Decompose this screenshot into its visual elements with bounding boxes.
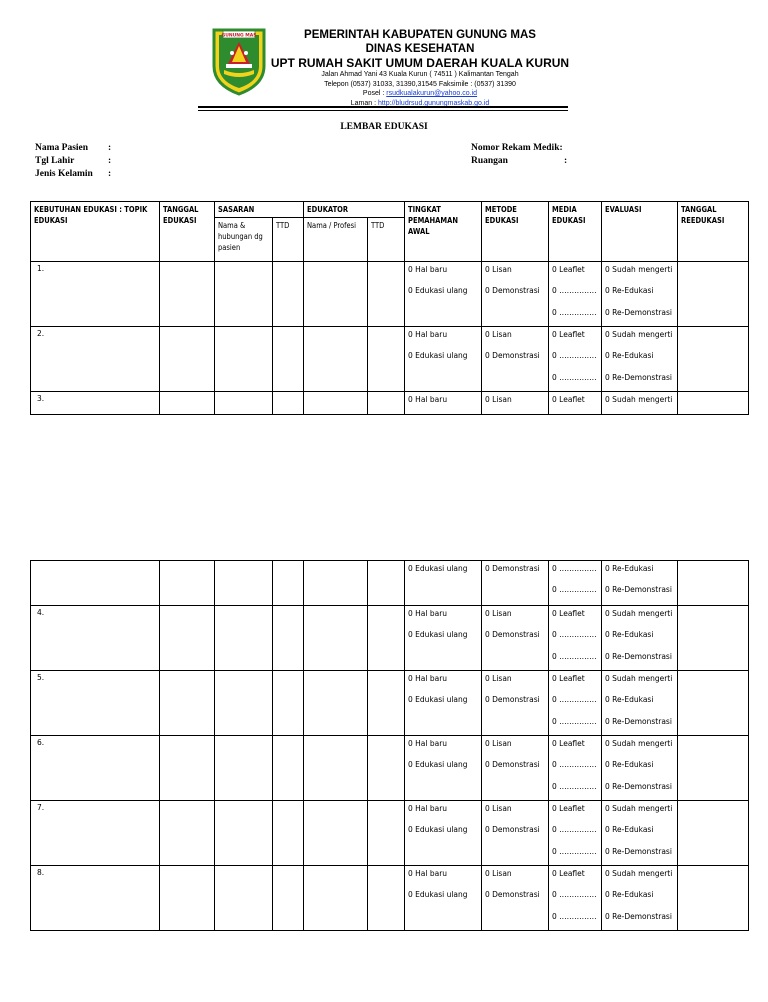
- letterhead-address: Jalan Ahmad Yani 43 Kuala Kurun ( 74511 ) Kalimantan Tengah: [321, 71, 519, 78]
- cell-sasaran-ttd[interactable]: [273, 262, 304, 327]
- cell-evaluasi[interactable]: [602, 801, 678, 866]
- cell-edukator-ttd[interactable]: [368, 801, 405, 866]
- letterhead: [270, 28, 570, 108]
- field-sep: :: [108, 143, 112, 153]
- cell-tingkat-option[interactable]: 0 Hal baru: [408, 674, 448, 683]
- cell-metode-option[interactable]: [482, 909, 548, 930]
- cell-media-option[interactable]: 0 ……………: [552, 564, 597, 573]
- cell-topik[interactable]: 2.: [31, 327, 160, 392]
- cell-sasaran-ttd[interactable]: [273, 327, 304, 392]
- cell-evaluasi-option[interactable]: 0 Re-Edukasi: [605, 630, 654, 640]
- field-label: Nomor Rekam Medik:: [471, 143, 563, 153]
- cell-evaluasi[interactable]: [602, 392, 678, 415]
- cell-media-option[interactable]: 0 Leaflet: [552, 804, 585, 813]
- cell-metode-option[interactable]: [482, 779, 548, 800]
- cell-tingkat[interactable]: [405, 866, 482, 931]
- cell-topik[interactable]: 7.: [31, 801, 160, 866]
- cell-sasaran-ttd[interactable]: [273, 606, 304, 671]
- field-gender[interactable]: [35, 168, 111, 181]
- email-link[interactable]: rsudkualakurun@yahoo.co.id: [386, 90, 478, 97]
- cell-tingkat-option[interactable]: 0 Hal baru: [408, 739, 448, 748]
- cell-media-option[interactable]: 0 ……………: [552, 585, 597, 595]
- table-row: [31, 866, 749, 931]
- cell-reedukasi[interactable]: [678, 262, 749, 327]
- cell-media-option[interactable]: 0 ……………: [552, 760, 597, 770]
- cell-evaluasi-option[interactable]: 0 Re-Edukasi: [605, 564, 654, 573]
- table-body-part2: [31, 561, 749, 931]
- cell-tanggal[interactable]: [160, 671, 215, 736]
- header-topik: KEBUTUHAN EDUKASI : TOPIK EDUKASI: [31, 202, 160, 262]
- field-medical-record-number[interactable]: [471, 142, 567, 155]
- cell-metode-option[interactable]: [482, 582, 548, 603]
- cell-evaluasi-option[interactable]: 0 Re-Edukasi: [605, 286, 654, 296]
- cell-tingkat-option[interactable]: [405, 909, 481, 930]
- table-body-part1: [31, 262, 749, 415]
- cell-metode-option[interactable]: 0 Lisan: [485, 869, 512, 878]
- cell-media-option[interactable]: 0 ……………: [552, 307, 597, 317]
- cell-metode[interactable]: [482, 866, 549, 931]
- cell-media-option[interactable]: 0 ……………: [552, 846, 597, 856]
- cell-media-option[interactable]: 0 Leaflet: [552, 609, 585, 618]
- cell-metode-option[interactable]: 0 Demonstrasi: [485, 695, 540, 705]
- cell-edukator-nama[interactable]: [304, 327, 368, 392]
- cell-reedukasi[interactable]: [678, 801, 749, 866]
- cell-media[interactable]: [549, 736, 602, 801]
- cell-evaluasi-option[interactable]: 0 Re-Edukasi: [605, 825, 654, 835]
- cell-media-option[interactable]: 0 ……………: [552, 651, 597, 661]
- cell-tingkat-option[interactable]: 0 Hal baru: [408, 395, 448, 404]
- field-label: Tgl Lahir: [35, 156, 75, 166]
- field-room[interactable]: [471, 155, 567, 168]
- cell-edukator-ttd[interactable]: [368, 606, 405, 671]
- cell-metode-option[interactable]: 0 Demonstrasi: [485, 890, 540, 900]
- cell-edukator-nama[interactable]: [304, 262, 368, 327]
- header-metode: METODE EDUKASI: [482, 202, 549, 262]
- cell-evaluasi-option[interactable]: 0 Re-Edukasi: [605, 760, 654, 770]
- cell-evaluasi-option[interactable]: 0 Sudah mengerti: [605, 265, 673, 274]
- header-media: MEDIA EDUKASI: [549, 202, 602, 262]
- cell-sasaran-nama[interactable]: [215, 801, 273, 866]
- cell-evaluasi-option[interactable]: 0 Re-Demonstrasi: [605, 372, 672, 382]
- cell-reedukasi[interactable]: [678, 671, 749, 736]
- cell-tingkat-option[interactable]: 0 Edukasi ulang: [408, 630, 468, 640]
- cell-edukator-ttd[interactable]: [368, 866, 405, 931]
- cell-sasaran-nama[interactable]: [215, 671, 273, 736]
- cell-topik[interactable]: 4.: [31, 606, 160, 671]
- field-sep: :: [564, 156, 568, 166]
- cell-evaluasi-option[interactable]: 0 Re-Demonstrasi: [605, 846, 672, 856]
- cell-metode-option[interactable]: [482, 649, 548, 670]
- cell-evaluasi-option[interactable]: 0 Re-Edukasi: [605, 351, 654, 361]
- cell-metode-option[interactable]: 0 Demonstrasi: [485, 286, 540, 296]
- cell-evaluasi-option[interactable]: 0 Sudah mengerti: [605, 804, 673, 813]
- web-link[interactable]: http://bludrsud.gunungmaskab.go.id: [377, 99, 490, 107]
- education-table-part2: [30, 560, 749, 931]
- cell-metode[interactable]: [482, 606, 549, 671]
- cell-sasaran-ttd[interactable]: [273, 392, 304, 415]
- patient-info-left: [35, 142, 111, 181]
- cell-metode-option[interactable]: 0 Lisan: [485, 609, 512, 618]
- cell-sasaran-nama[interactable]: [215, 606, 273, 671]
- cell-sasaran-nama[interactable]: [215, 262, 273, 327]
- field-label: Jenis Kelamin: [35, 169, 93, 179]
- cell-evaluasi-option[interactable]: 0 Sudah mengerti: [605, 739, 673, 748]
- cell-tingkat[interactable]: [405, 327, 482, 392]
- cell-topik[interactable]: 5.: [31, 671, 160, 736]
- cell-reedukasi[interactable]: [678, 866, 749, 931]
- cell-tingkat-option[interactable]: [405, 649, 481, 670]
- cell-media-option[interactable]: 0 Leaflet: [552, 739, 585, 748]
- cell-sasaran-nama[interactable]: [215, 866, 273, 931]
- cell-tingkat[interactable]: [405, 606, 482, 671]
- cell-edukator-nama[interactable]: [304, 392, 368, 415]
- cell-evaluasi-option[interactable]: 0 Sudah mengerti: [605, 395, 673, 404]
- logo-banner-text: GUNUNG MAS: [221, 33, 257, 39]
- cell-media[interactable]: [549, 801, 602, 866]
- cell-media-option[interactable]: 0 ……………: [552, 825, 597, 835]
- form-title: LEMBAR EDUKASI: [340, 122, 428, 132]
- table-row: [31, 606, 749, 671]
- cell-evaluasi[interactable]: [602, 606, 678, 671]
- cell-media[interactable]: [549, 561, 602, 606]
- cell-evaluasi-option[interactable]: 0 Sudah mengerti: [605, 609, 673, 618]
- cell-edukator-ttd[interactable]: [368, 262, 405, 327]
- cell-media-option[interactable]: 0 Leaflet: [552, 265, 585, 274]
- cell-edukator-ttd[interactable]: [368, 671, 405, 736]
- cell-tanggal[interactable]: [160, 866, 215, 931]
- cell-tingkat-option[interactable]: 0 Edukasi ulang: [408, 564, 468, 573]
- cell-media-option[interactable]: 0 ……………: [552, 286, 597, 296]
- gunung-mas-logo: [210, 26, 268, 96]
- table-row: [31, 801, 749, 866]
- web-label: Laman :: [350, 99, 378, 107]
- cell-metode[interactable]: [482, 392, 549, 415]
- cell-tingkat-option[interactable]: 0 Edukasi ulang: [408, 760, 468, 770]
- cell-tanggal[interactable]: [160, 736, 215, 801]
- cell-tingkat-option[interactable]: 0 Edukasi ulang: [408, 825, 468, 835]
- header-edukator: EDUKATOR: [304, 202, 405, 218]
- table-row: [31, 671, 749, 736]
- header-edukator-ttd: TTD: [368, 218, 405, 262]
- header-evaluasi: EVALUASI: [602, 202, 678, 262]
- patient-info-right: [471, 142, 567, 168]
- cell-tingkat-option[interactable]: 0 Hal baru: [408, 330, 448, 339]
- cell-media-option[interactable]: 0 ……………: [552, 890, 597, 900]
- email-label: Posel :: [362, 90, 387, 97]
- cell-edukator-nama[interactable]: [304, 606, 368, 671]
- cell-metode[interactable]: [482, 262, 549, 327]
- cell-metode-option[interactable]: 0 Demonstrasi: [485, 630, 540, 640]
- table-row: [31, 561, 749, 606]
- cell-tingkat[interactable]: [405, 801, 482, 866]
- cell-edukator-nama[interactable]: [304, 866, 368, 931]
- cell-evaluasi-option[interactable]: 0 Re-Edukasi: [605, 890, 654, 900]
- cell-metode-option[interactable]: [482, 714, 548, 735]
- letterhead-department: DINAS KESEHATAN: [365, 43, 475, 55]
- cell-tanggal[interactable]: [160, 801, 215, 866]
- cell-metode-option[interactable]: 0 Demonstrasi: [485, 760, 540, 770]
- header-tanggal: TANGGAL EDUKASI: [160, 202, 215, 262]
- letterhead-email-line: [270, 89, 570, 99]
- cell-tingkat[interactable]: [405, 262, 482, 327]
- cell-metode[interactable]: [482, 671, 549, 736]
- header-sasaran: SASARAN: [215, 202, 304, 218]
- cell-sasaran-nama[interactable]: [215, 327, 273, 392]
- cell-tanggal[interactable]: [160, 561, 215, 606]
- letterhead-government: PEMERINTAH KABUPATEN GUNUNG MAS: [304, 29, 536, 41]
- field-label: Nama Pasien: [35, 143, 89, 153]
- cell-media-option[interactable]: 0 ……………: [552, 716, 597, 726]
- cell-topik[interactable]: 3.: [31, 392, 160, 415]
- cell-reedukasi[interactable]: [678, 606, 749, 671]
- cell-topik[interactable]: 6.: [31, 736, 160, 801]
- cell-tanggal[interactable]: [160, 606, 215, 671]
- education-table-part1: [30, 201, 749, 415]
- cell-evaluasi-option[interactable]: 0 Sudah mengerti: [605, 869, 673, 878]
- table-row: [31, 736, 749, 801]
- cell-media-option[interactable]: 0 Leaflet: [552, 674, 585, 683]
- cell-topik[interactable]: 8.: [31, 866, 160, 931]
- cell-metode-option[interactable]: [482, 370, 548, 391]
- cell-tingkat-option[interactable]: 0 Hal baru: [408, 869, 448, 878]
- cell-tingkat-option[interactable]: 0 Edukasi ulang: [408, 351, 468, 361]
- cell-tingkat-option[interactable]: [405, 779, 481, 800]
- cell-evaluasi-option[interactable]: 0 Re-Demonstrasi: [605, 781, 672, 791]
- cell-media[interactable]: [549, 392, 602, 415]
- cell-tingkat-option[interactable]: 0 Hal baru: [408, 609, 448, 618]
- cell-media-option[interactable]: 0 Leaflet: [552, 395, 585, 404]
- cell-reedukasi[interactable]: [678, 561, 749, 606]
- cell-media-option[interactable]: 0 Leaflet: [552, 869, 585, 878]
- cell-tanggal[interactable]: [160, 327, 215, 392]
- cell-tingkat[interactable]: [405, 736, 482, 801]
- cell-topik[interactable]: 1.: [31, 262, 160, 327]
- cell-metode-option[interactable]: 0 Lisan: [485, 395, 512, 404]
- cell-edukator-ttd[interactable]: [368, 736, 405, 801]
- cell-sasaran-ttd[interactable]: [273, 801, 304, 866]
- cell-tingkat[interactable]: [405, 671, 482, 736]
- cell-sasaran-ttd[interactable]: [273, 736, 304, 801]
- cell-topik[interactable]: [31, 561, 160, 606]
- table-header-row: [31, 202, 749, 218]
- cell-sasaran-nama[interactable]: [215, 561, 273, 606]
- cell-edukator-nama[interactable]: [304, 561, 368, 606]
- cell-metode[interactable]: [482, 736, 549, 801]
- letterhead-hospital: UPT RUMAH SAKIT UMUM DAERAH KUALA KURUN: [270, 56, 570, 70]
- header-edukator-nama: Nama / Profesi: [304, 218, 368, 262]
- cell-evaluasi[interactable]: [602, 736, 678, 801]
- cell-tanggal[interactable]: [160, 392, 215, 415]
- cell-evaluasi-option[interactable]: 0 Re-Demonstrasi: [605, 716, 672, 726]
- table-row: [31, 392, 749, 415]
- cell-edukator-ttd[interactable]: [368, 327, 405, 392]
- cell-tingkat-option[interactable]: [405, 305, 481, 326]
- cell-tingkat-option[interactable]: 0 Hal baru: [408, 804, 448, 813]
- cell-evaluasi[interactable]: [602, 671, 678, 736]
- cell-evaluasi[interactable]: [602, 262, 678, 327]
- cell-tingkat[interactable]: [405, 392, 482, 415]
- cell-tingkat-option[interactable]: 0 Edukasi ulang: [408, 890, 468, 900]
- cell-evaluasi-option[interactable]: 0 Sudah mengerti: [605, 674, 673, 683]
- cell-media[interactable]: [549, 606, 602, 671]
- cell-tingkat-option[interactable]: 0 Hal baru: [408, 265, 448, 274]
- cell-tingkat-option[interactable]: 0 Edukasi ulang: [408, 286, 468, 296]
- cell-sasaran-nama[interactable]: [215, 736, 273, 801]
- letterhead-rule-thick: [198, 106, 568, 108]
- cell-metode-option[interactable]: 0 Demonstrasi: [485, 351, 540, 361]
- cell-metode-option[interactable]: 0 Lisan: [485, 739, 512, 748]
- cell-media-option[interactable]: 0 ……………: [552, 351, 597, 361]
- cell-edukator-nama[interactable]: [304, 671, 368, 736]
- cell-media-option[interactable]: 0 ……………: [552, 372, 597, 382]
- cell-media[interactable]: [549, 866, 602, 931]
- cell-metode-option[interactable]: 0 Lisan: [485, 330, 512, 339]
- header-sasaran-nama: Nama & hubungan dg pasien: [215, 218, 273, 262]
- cell-evaluasi-option[interactable]: 0 Sudah mengerti: [605, 330, 673, 339]
- cell-evaluasi-option[interactable]: 0 Re-Demonstrasi: [605, 651, 672, 661]
- cell-tanggal[interactable]: [160, 262, 215, 327]
- cell-evaluasi-option[interactable]: 0 Re-Edukasi: [605, 695, 654, 705]
- field-patient-name[interactable]: [35, 142, 111, 155]
- field-sep: :: [108, 156, 112, 166]
- table-row: [31, 262, 749, 327]
- cell-tingkat-option[interactable]: [405, 714, 481, 735]
- cell-sasaran-ttd[interactable]: [273, 671, 304, 736]
- cell-sasaran-ttd[interactable]: [273, 866, 304, 931]
- letterhead-rule-thin: [198, 110, 568, 111]
- cell-media-option[interactable]: 0 Leaflet: [552, 330, 585, 339]
- cell-metode-option[interactable]: 0 Lisan: [485, 674, 512, 683]
- cell-metode[interactable]: [482, 327, 549, 392]
- header-tingkat: TINGKAT PEMAHAMAN AWAL: [405, 202, 482, 262]
- cell-evaluasi[interactable]: [602, 327, 678, 392]
- cell-media[interactable]: [549, 671, 602, 736]
- cell-metode[interactable]: [482, 801, 549, 866]
- cell-metode-option[interactable]: 0 Demonstrasi: [485, 564, 540, 573]
- cell-evaluasi[interactable]: [602, 561, 678, 606]
- cell-edukator-ttd[interactable]: [368, 392, 405, 415]
- cell-edukator-nama[interactable]: [304, 736, 368, 801]
- cell-metode-option[interactable]: 0 Demonstrasi: [485, 825, 540, 835]
- cell-sasaran-ttd[interactable]: [273, 561, 304, 606]
- header-reedukasi: TANGGAL REEDUKASI: [678, 202, 749, 262]
- cell-reedukasi[interactable]: [678, 736, 749, 801]
- cell-media-option[interactable]: 0 ……………: [552, 911, 597, 921]
- cell-sasaran-nama[interactable]: [215, 392, 273, 415]
- cell-tingkat-option[interactable]: [405, 582, 481, 603]
- cell-edukator-nama[interactable]: [304, 801, 368, 866]
- header-sasaran-ttd: TTD: [273, 218, 304, 262]
- cell-evaluasi[interactable]: [602, 866, 678, 931]
- cell-media[interactable]: [549, 327, 602, 392]
- cell-media-option[interactable]: 0 ……………: [552, 630, 597, 640]
- field-label: Ruangan: [471, 156, 508, 166]
- cell-evaluasi-option[interactable]: 0 Re-Demonstrasi: [605, 307, 672, 317]
- cell-tingkat-option[interactable]: [405, 844, 481, 865]
- field-sep: :: [108, 169, 112, 179]
- cell-media-option[interactable]: 0 ……………: [552, 781, 597, 791]
- cell-media[interactable]: [549, 262, 602, 327]
- cell-tingkat[interactable]: [405, 561, 482, 606]
- cell-metode-option[interactable]: [482, 844, 548, 865]
- cell-metode-option[interactable]: [482, 305, 548, 326]
- cell-metode[interactable]: [482, 561, 549, 606]
- cell-evaluasi-option[interactable]: 0 Re-Demonstrasi: [605, 585, 672, 595]
- cell-evaluasi-option[interactable]: 0 Re-Demonstrasi: [605, 911, 672, 921]
- cell-edukator-ttd[interactable]: [368, 561, 405, 606]
- cell-tingkat-option[interactable]: 0 Edukasi ulang: [408, 695, 468, 705]
- cell-reedukasi[interactable]: [678, 392, 749, 415]
- cell-media-option[interactable]: 0 ……………: [552, 695, 597, 705]
- cell-metode-option[interactable]: 0 Lisan: [485, 265, 512, 274]
- cell-reedukasi[interactable]: [678, 327, 749, 392]
- cell-metode-option[interactable]: 0 Lisan: [485, 804, 512, 813]
- table-row: [31, 327, 749, 392]
- field-birth-date[interactable]: [35, 155, 111, 168]
- cell-tingkat-option[interactable]: [405, 370, 481, 391]
- letterhead-phone: Telepon (0537) 31033, 31390,31545 Faksimile : (0537) 31390: [324, 80, 516, 88]
